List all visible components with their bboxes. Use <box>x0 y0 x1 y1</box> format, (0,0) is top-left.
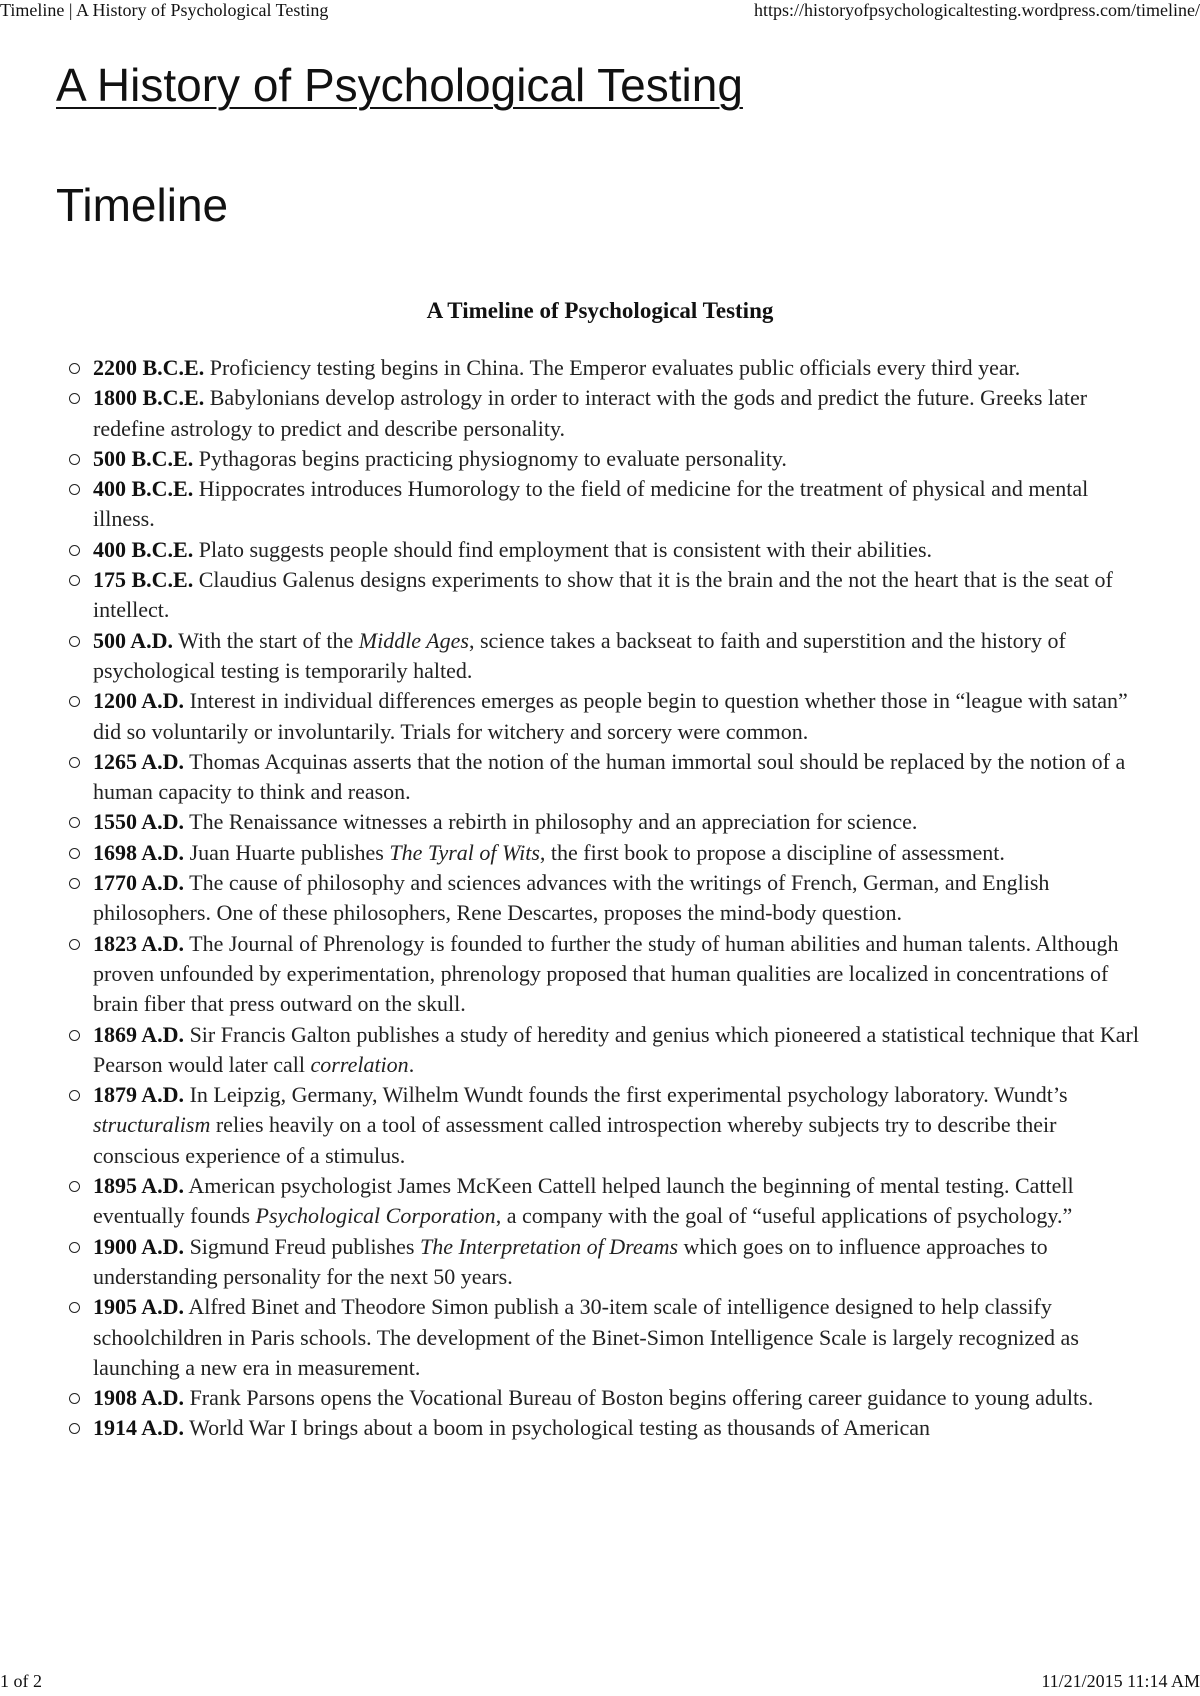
timeline-text: American psychologist James McKeen Cattell helped launch the beginning of mental testing. Cattell eventually founds <box>93 1173 1074 1229</box>
timeline-date: 1900 A.D. <box>93 1233 185 1259</box>
timeline-text: Claudius Galenus designs experiments to show that it is the brain and the not the heart that is the seat of intellect. <box>93 567 1113 623</box>
circle-bullet-icon <box>69 817 80 828</box>
circle-bullet-icon <box>69 484 80 495</box>
timeline-text: Frank Parsons opens the Vocational Bureau of Boston begins offering career guidance to young adults. <box>189 1385 1094 1411</box>
timeline-text: Alfred Binet and Theodore Simon publish a 30-item scale of intelligence designed to help classify schoolchildren in Paris schools. The development of the Binet-Simon Intelligence Scale is largely recognized as launching a new era in measurement. <box>93 1294 1079 1380</box>
timeline-emphasis: The Interpretation of Dreams <box>419 1233 679 1259</box>
timeline-text-cont: . <box>408 1051 415 1077</box>
timeline-item <box>93 444 1143 474</box>
timeline-text: Plato suggests people should find employment that is consistent with their abilities. <box>198 536 933 562</box>
timeline-emphasis: Middle Ages <box>358 627 469 653</box>
timeline-date: 1823 A.D. <box>93 930 185 956</box>
timeline-item <box>93 1080 1143 1171</box>
timeline-item <box>93 1171 1143 1232</box>
timeline-text: Pythagoras begins practicing physiognomy to evaluate personality. <box>198 445 787 471</box>
timeline-text: With the start of the <box>178 627 359 653</box>
timeline-item <box>93 1020 1143 1081</box>
site-title[interactable]: A History of Psychological Testing <box>56 59 743 111</box>
timeline-item <box>93 565 1143 626</box>
timeline-date: 1914 A.D. <box>93 1415 185 1441</box>
timeline-item <box>93 868 1143 929</box>
timeline-date: 1879 A.D. <box>93 1082 185 1108</box>
print-header-page-title: Timeline | A History of Psychological Testing <box>0 0 329 20</box>
circle-bullet-icon <box>69 848 80 859</box>
circle-bullet-icon <box>69 939 80 950</box>
timeline-item <box>93 807 1143 837</box>
timeline-emphasis: Psychological Corporation <box>255 1203 496 1229</box>
timeline-date: 1265 A.D. <box>93 748 185 774</box>
timeline-item <box>93 929 1143 1020</box>
timeline-text: Interest in individual differences emerges as people begin to question whether those in “league with satan” did so voluntarily or involuntarily. Trials for witchery and sorcery were common. <box>93 688 1128 744</box>
timeline-heading: A Timeline of Psychological Testing <box>426 298 774 323</box>
circle-bullet-icon <box>69 1242 80 1253</box>
timeline-text: Proficiency testing begins in China. The Emperor evaluates public officials every third year. <box>209 355 1021 380</box>
circle-bullet-icon <box>69 363 80 374</box>
timeline-item <box>93 474 1143 535</box>
print-header-url[interactable]: https://historyofpsychologicaltesting.wordpress.com/timeline/ <box>754 0 1200 20</box>
timeline-item <box>93 1413 1143 1443</box>
timeline-item <box>93 838 1143 868</box>
timeline-date: 175 B.C.E. <box>93 567 194 593</box>
timeline-item <box>93 353 1143 383</box>
timeline-date: 1869 A.D. <box>93 1021 185 1047</box>
circle-bullet-icon <box>69 1181 80 1192</box>
timeline-date: 400 B.C.E. <box>93 476 194 502</box>
timeline-item <box>93 686 1143 747</box>
timeline-item <box>93 1383 1143 1413</box>
circle-bullet-icon <box>69 1423 80 1434</box>
timeline-date: 1770 A.D. <box>93 870 185 896</box>
timeline-text: Thomas Acquinas asserts that the notion of the human immortal soul should be replaced by the notion of a human capacity to think and reason. <box>93 748 1126 805</box>
timeline-date: 1200 A.D. <box>93 688 185 714</box>
page-count: 1 of 2 <box>0 1671 42 1691</box>
circle-bullet-icon <box>69 393 80 404</box>
timeline-item <box>93 626 1143 687</box>
timeline-item <box>93 535 1143 565</box>
timeline-text-cont: , a company with the goal of “useful applications of psychology.” <box>495 1203 1073 1229</box>
timeline-date: 500 B.C.E. <box>93 445 194 471</box>
timeline-date: 500 A.D. <box>93 627 174 653</box>
timeline-text: The Renaissance witnesses a rebirth in philosophy and an appreciation for science. <box>189 809 918 835</box>
timeline-text: Sigmund Freud publishes <box>189 1233 420 1259</box>
timeline-item <box>93 383 1143 444</box>
circle-bullet-icon <box>69 878 80 889</box>
timeline-text: Babylonians develop astrology in order to interact with the gods and predict the future. Greeks later redefine astrology to predict and describe personality. <box>93 385 1088 441</box>
timeline-date: 2200 B.C.E. <box>93 355 205 380</box>
timeline-date: 400 B.C.E. <box>93 536 194 562</box>
circle-bullet-icon <box>69 1302 80 1313</box>
timeline-item <box>93 747 1143 808</box>
circle-bullet-icon <box>69 454 80 465</box>
timeline-text: Sir Francis Galton publishes a study of heredity and genius which pioneered a statistical technique that Karl Pearson would later call <box>93 1021 1139 1077</box>
timeline-text-cont: , science takes a backseat to faith and superstition and the history of psychological testing is temporarily halted. <box>93 627 1066 683</box>
timeline-date: 1895 A.D. <box>93 1173 185 1199</box>
circle-bullet-icon <box>69 636 80 647</box>
timeline-text: Hippocrates introduces Humorology to the field of medicine for the treatment of physical and mental illness. <box>93 476 1089 532</box>
circle-bullet-icon <box>69 696 80 707</box>
timeline-text: The cause of philosophy and sciences advances with the writings of French, German, and English philosophers. One of these philosophers, Rene Descartes, proposes the mind-body question. <box>93 870 1050 926</box>
timeline-emphasis: The Tyral of Wits <box>389 839 540 865</box>
timeline-emphasis: correlation <box>310 1051 409 1077</box>
timeline-text-cont: which goes on to influence approaches to understanding personality for the next 50 years. <box>93 1233 1048 1289</box>
circle-bullet-icon <box>69 1393 80 1404</box>
timeline-list <box>93 353 1143 1444</box>
print-datetime: 11/21/2015 11:14 AM <box>1041 1671 1200 1691</box>
timeline-item <box>93 1292 1143 1383</box>
timeline-text: Juan Huarte publishes <box>189 839 390 865</box>
circle-bullet-icon <box>69 575 80 586</box>
circle-bullet-icon <box>69 1030 80 1041</box>
timeline-date: 1800 B.C.E. <box>93 385 205 411</box>
timeline-text: In Leipzig, Germany, Wilhelm Wundt founds the first experimental psychology laboratory. Wundt’s <box>189 1082 1068 1108</box>
timeline-date: 1905 A.D. <box>93 1294 185 1320</box>
timeline-date: 1698 A.D. <box>93 839 185 865</box>
circle-bullet-icon <box>69 1090 80 1101</box>
timeline-date: 1550 A.D. <box>93 809 185 835</box>
timeline-text: World War I brings about a boom in psychological testing as thousands of American <box>189 1415 931 1441</box>
timeline-emphasis: structuralism <box>93 1112 211 1138</box>
page-title: Timeline <box>56 179 229 231</box>
timeline-text: The Journal of Phrenology is founded to further the study of human abilities and human talents. Although proven unfounded by experimentation, phrenology proposed that human qualities are localized in concentrations of brain fiber that press outward on the skull. <box>93 930 1119 1017</box>
circle-bullet-icon <box>69 545 80 556</box>
timeline-text-cont: , the first book to propose a discipline of assessment. <box>539 839 1005 865</box>
timeline-text-cont: relies heavily on a tool of assessment called introspection whereby subjects try to describe their conscious experience of a stimulus. <box>93 1112 1057 1168</box>
circle-bullet-icon <box>69 757 80 768</box>
timeline-item <box>93 1232 1143 1293</box>
timeline-date: 1908 A.D. <box>93 1385 185 1411</box>
